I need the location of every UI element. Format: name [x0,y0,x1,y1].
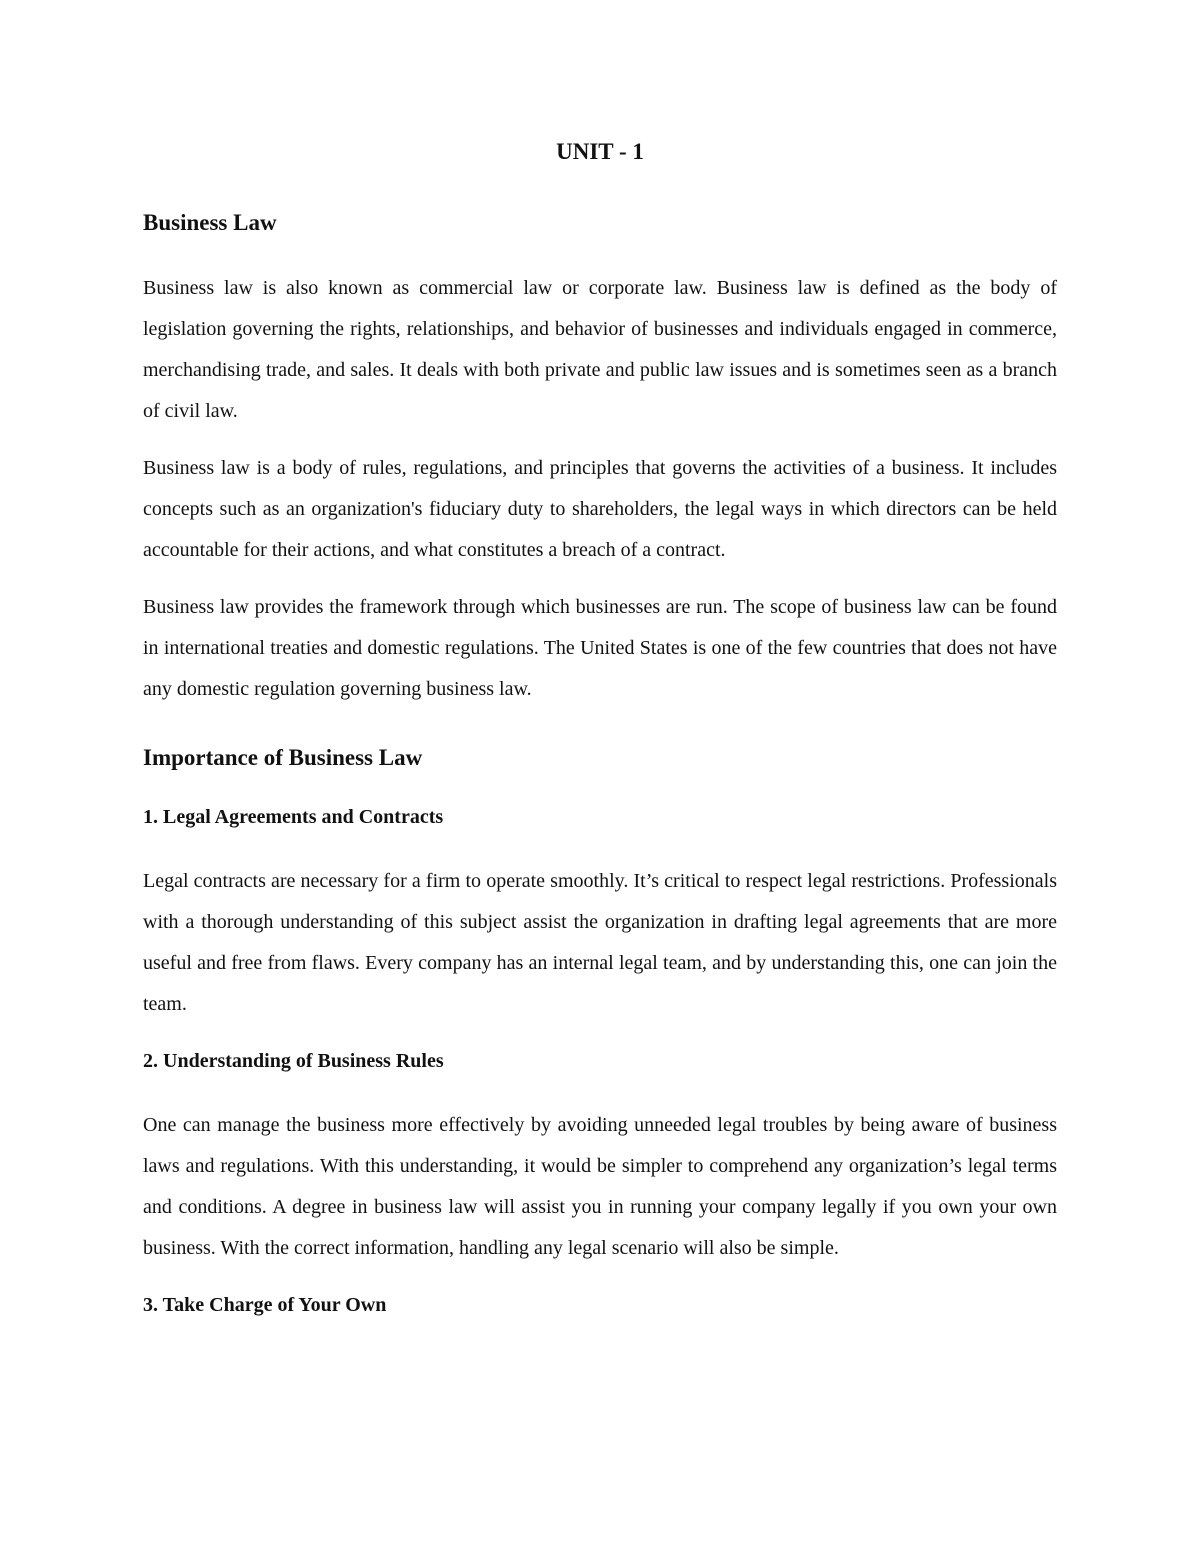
document-content [143,140,1057,1349]
paragraph-business-rules: One can manage the business more effectively by avoiding unneeded legal troubles by being aware of business laws and regulations. With this understanding, it would be simpler to comprehend any organization’s legal terms and conditions. A degree in business law will assist you in running your company legally if you own your own business. With the correct information, handling any legal scenario will also be simple. [143,1114,1057,1259]
subheading-take-charge: 3. Take Charge of Your Own [143,1294,387,1316]
section-heading-importance: Importance of Business Law [143,745,423,770]
subheading-legal-agreements: 1. Legal Agreements and Contracts [143,806,444,828]
unit-title: UNIT - 1 [556,139,644,164]
paragraph-framework: Business law provides the framework through which businesses are run. The scope of business law can be found in international treaties and domestic regulations. The United States is one of the few countries that does not have any domestic regulation governing business law. [143,596,1057,700]
section-heading-business-law: Business Law [143,210,277,235]
paragraph-rules: Business law is a body of rules, regulations, and principles that governs the activities of a business. It includes concepts such as an organization's fiduciary duty to shareholders, the legal ways in which directors can be held accountable for their actions, and what constitutes a breach of a contract. [143,457,1057,561]
paragraph-legal-agreements: Legal contracts are necessary for a firm to operate smoothly. It’s critical to respect legal restrictions. Professionals with a thorough understanding of this subject assist the organization in drafting legal agreements that are more useful and free from flaws. Every company has an internal legal team, and by understanding this, one can join the team. [143,870,1057,1015]
subheading-business-rules: 2. Understanding of Business Rules [143,1050,444,1072]
paragraph-definition: Business law is also known as commercial law or corporate law. Business law is defined as the body of legislation governing the rights, relationships, and behavior of businesses and individuals engaged in commerce, merchandising trade, and sales. It deals with both private and public law issues and is sometimes seen as a branch of civil law. [143,277,1057,422]
